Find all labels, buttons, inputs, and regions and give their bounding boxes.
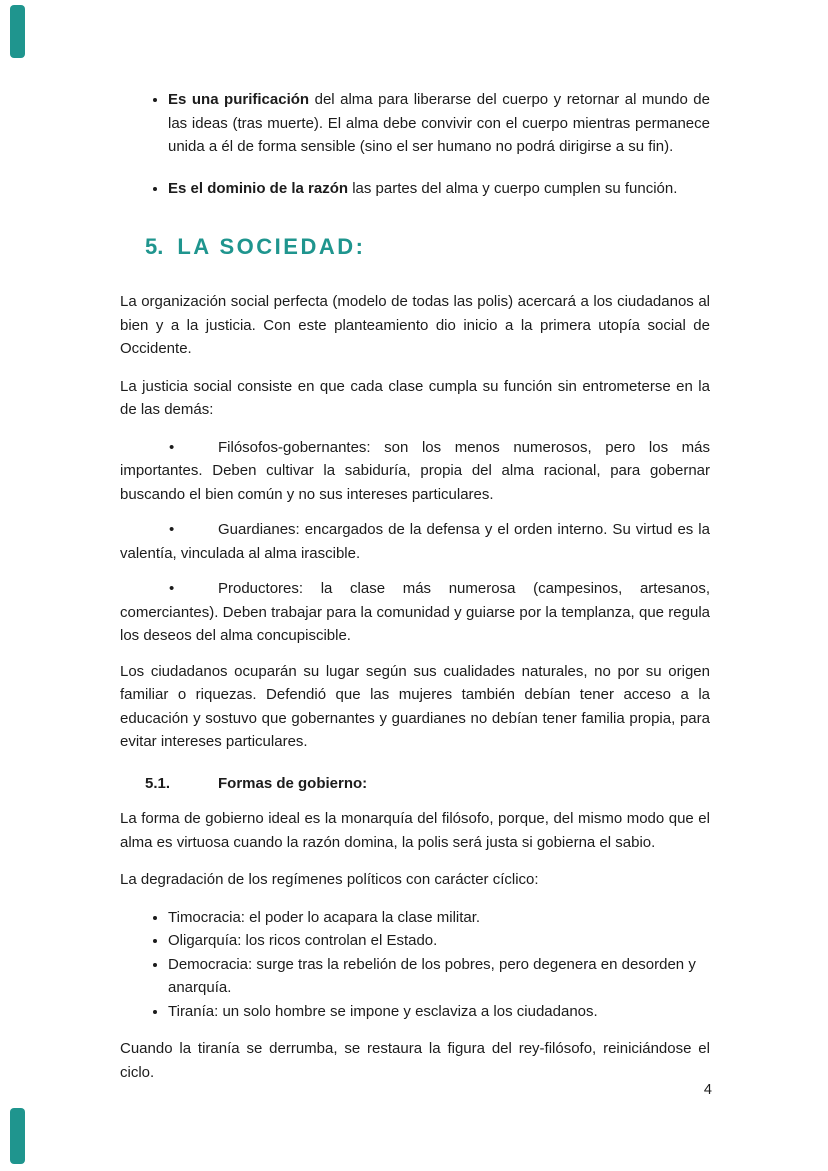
class-bullet-producers (120, 577, 710, 648)
bullet-body-text: Filósofos-gobernantes: son los menos numerosos, pero los más importantes. Deben cultivar la sabiduría, propia del alma racional, para gobernar buscando el bien común y no sus intereses particulares. (120, 438, 710, 503)
paragraph: Los ciudadanos ocuparán su lugar según sus cualidades naturales, no por su origen familiar o riquezas. Defendió que las mujeres también debían tener acceso a la educación y sostuvo que gobernantes y guardianes no debían tener familia propia, para evitar intereses particulares. (120, 662, 710, 750)
list-item: • Timocracia: el poder lo acapara la clase militar. (168, 906, 710, 930)
corner-accent-bar-bottom (10, 1108, 25, 1164)
bullet-body-text: las partes del alma y cuerpo cumplen su función. (348, 179, 678, 197)
subsection-heading (145, 772, 710, 796)
bullet-lead-text: Es el dominio de la razón (168, 179, 349, 197)
intro-bullet-list (120, 88, 710, 200)
bullet-body-text: Guardianes: encargados de la defensa y el orden interno. Su virtud es la valentía, vinculada al alma irascible. (120, 521, 710, 562)
list-item: • Oligarquía: los ricos controlan el Estado. (168, 929, 710, 953)
class-bullet-guardians (120, 518, 710, 565)
bullet-body-text: Productores: la clase más numerosa (campesinos, artesanos, comerciantes). Deben trabajar para la comunidad y guiarse por la templanza, que regula los deseos del alma concupiscible. (120, 580, 710, 644)
paragraph: La organización social perfecta (modelo de todas las polis) acercará a los ciudadanos al bien y a la justicia. Con este planteamiento dio inicio a la primera utopía social de Occidente. (120, 293, 710, 357)
list-item (168, 88, 710, 159)
paragraph: La degradación de los regímenes políticos con carácter cíclico: (120, 871, 539, 888)
subsection-number: 5.1. (145, 774, 171, 792)
paragraph: La justicia social consiste en que cada clase cumpla su función sin entrometerse en la de las demás: (120, 377, 710, 418)
paragraph: Cuando la tiranía se derrumba, se restaura la figura del rey-filósofo, reiniciándose el ciclo. (120, 1040, 710, 1081)
bullet-lead-text: Es una purificación (168, 91, 310, 108)
subsection-title: Formas de gobierno: (218, 774, 368, 792)
list-item: • Tiranía: un solo hombre se impone y esclaviza a los ciudadanos. (168, 1000, 710, 1024)
bullet-dot-icon: • (169, 580, 175, 597)
section-number: 5. (145, 234, 164, 259)
class-bullet-philosophers (120, 436, 710, 507)
bullet-body-text: del alma para liberarse del cuerpo y retornar al mundo de las ideas (tras muerte). El alma debe convivir con el cuerpo mientras permanece unida a él de forma sensible (sino el ser humano no podrá dirigirse a su fin). (168, 91, 710, 155)
paragraph: La forma de gobierno ideal es la monarquía del filósofo, porque, del mismo modo que el alma es virtuosa cuando la razón domina, la polis será justa si gobierna el sabio. (120, 810, 710, 851)
section-title: LA SOCIEDAD: (177, 234, 366, 259)
bullet-dot-icon: • (169, 521, 175, 538)
section-heading (145, 232, 710, 262)
page-number: 4 (703, 1082, 712, 1098)
government-bullet-list (120, 906, 710, 1024)
bullet-dot-icon: • (169, 438, 175, 456)
list-item (168, 177, 710, 201)
list-item: • Democracia: surge tras la rebelión de los pobres, pero degenera en desorden y anarquía. (168, 953, 710, 1000)
